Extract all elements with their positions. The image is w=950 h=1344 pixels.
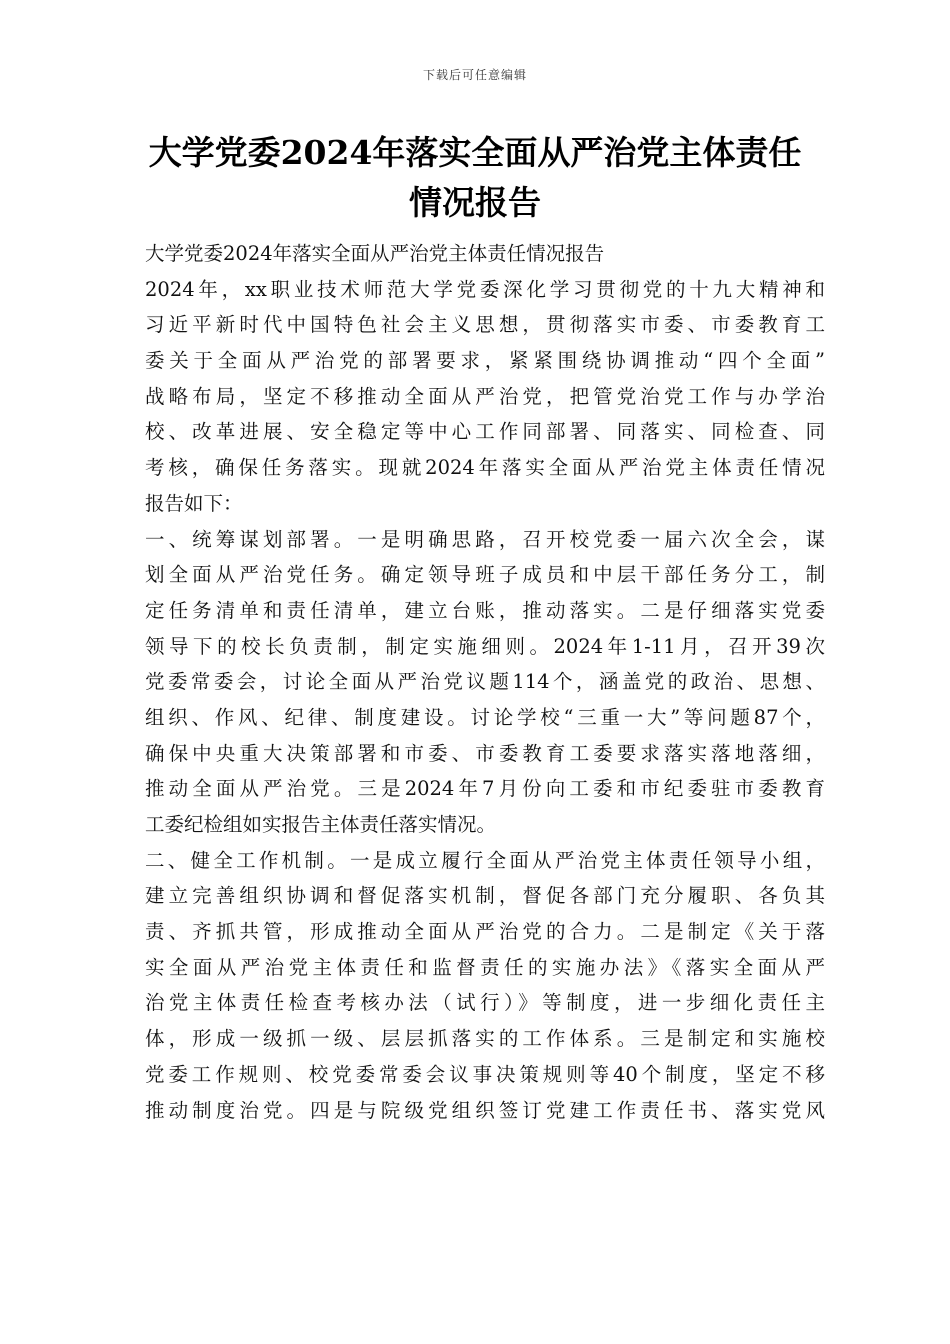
paragraph-line: 实全面从严治党主体责任和监督责任的实施办法》《落实全面从严 [145,955,825,979]
paragraph-line: 责、齐抓共管，形成推动全面从严治党的合力。二是制定《关于落 [145,920,825,944]
document-title: 大学党委2024年落实全面从严治党主体责任情况报告 [148,133,802,222]
paragraph-line: 党委工作规则、校党委常委会议事决策规则等40个制度，坚定不移 [145,1062,825,1086]
paragraph-line: 考核，确保任务落实。现就2024年落实全面从严治党主体责任情况 [145,456,825,480]
paragraph-line: 一、统筹谋划部署。一是明确思路，召开校党委一届六次全会，谋 [145,527,825,551]
paragraph-line: 体，形成一级抓一级、层层抓落实的工作体系。三是制定和实施校 [145,1027,825,1051]
paragraph-line: 建立完善组织协调和督促落实机制，督促各部门充分履职、各负其 [145,884,825,908]
paragraph-line: 战略布局，坚定不移推动全面从严治党，把管党治党工作与办学治 [145,384,825,408]
paragraph-line: 大学党委2024年落实全面从严治党主体责任情况报告 [145,242,605,265]
paragraph-line: 党委常委会，讨论全面从严治党议题114个，涵盖党的政治、思想、 [145,670,825,694]
paragraph-line: 二、健全工作机制。一是成立履行全面从严治党主体责任领导小组， [145,848,825,872]
paragraph-line: 组织、作风、纪律、制度建设。讨论学校“三重一大”等问题87个， [145,705,825,729]
paragraph-line: 2024年，xx职业技术师范大学党委深化学习贯彻党的十九大精神和 [145,277,825,301]
paragraph-line: 定任务清单和责任清单，建立台账，推动落实。二是仔细落实党委 [145,598,825,622]
document-body [145,236,825,1128]
paragraph-line: 领导下的校长负责制，制定实施细则。2024年1-11月，召开39次 [145,634,825,658]
paragraph-line: 推动全面从严治党。三是2024年7月份向工委和市纪委驻市委教育 [145,777,825,801]
paragraph-line: 报告如下： [145,491,243,515]
paragraph-line: 校、改革进展、安全稳定等中心工作同部署、同落实、同检查、同 [145,420,825,444]
paragraph-line: 工委纪检组如实报告主体责任落实情况。 [145,813,497,836]
paragraph-line: 划全面从严治党任务。确定领导班子成员和中层干部任务分工，制 [145,563,825,587]
page-header-note: 下载后可任意编辑 [422,68,527,82]
paragraph-line: 确保中央重大决策部署和市委、市委教育工委要求落实落地落细， [145,741,825,765]
paragraph-line: 推动制度治党。四是与院级党组织签订党建工作责任书、落实党风 [145,1098,825,1122]
paragraph-line: 习近平新时代中国特色社会主义思想，贯彻落实市委、市委教育工 [145,313,825,337]
paragraph-line: 治党主体责任检查考核办法（试行）》等制度，进一步细化责任主 [145,991,825,1015]
paragraph-line: 委关于全面从严治党的部署要求，紧紧围绕协调推动“四个全面” [145,349,825,373]
